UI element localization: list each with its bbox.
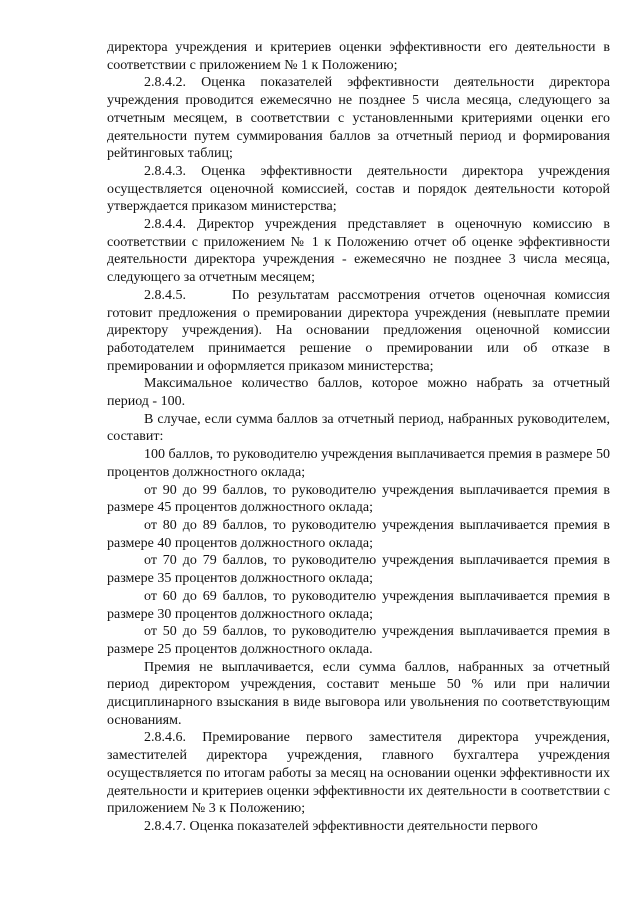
- bonus-tier-90-99: от 90 до 99 баллов, то руководителю учреждения выплачивается премия в размере 45 процентов должностного оклада;: [107, 482, 610, 516]
- paragraph-score-intro: В случае, если сумма баллов за отчетный период, набранных руководителем, составит:: [107, 411, 610, 445]
- bonus-tier-50-59: от 50 до 59 баллов, то руководителю учреждения выплачивается премия в размере 25 процентов должностного оклада.: [107, 624, 610, 657]
- paragraph-2-8-4-4: 2.8.4.4. Директор учреждения представляет в оценочную комиссию в соответствии с приложением № 1 к Положению отчет об оценке эффективности деятельности директора учреждения - ежемесячно не позднее 3 числа месяца, следующего за отчетным месяцем;: [107, 217, 610, 286]
- paragraph-2-8-4-7: 2.8.4.7. Оценка показателей эффективности деятельности первого: [144, 818, 538, 834]
- bonus-tier-70-79: от 70 до 79 баллов, то руководителю учреждения выплачивается премия в размере 35 процентов должностного оклада;: [107, 553, 610, 587]
- paragraph-2-8-4-5: [107, 287, 610, 376]
- bonus-tier-100: 100 баллов, то руководителю учреждения выплачивается премия в размере 50 процентов должностного оклада;: [107, 447, 610, 480]
- clause-text: По результатам рассмотрения отчетов оценочная комиссия готовит предложения о премировании директора учреждения (невыплате премии директору учреждения). На основании предложения оценочной комиссии работодателем принимается решение о премировании или об отказе в премировании и оформляется приказом министерства;: [107, 287, 610, 374]
- paragraph-max-score: Максимальное количество баллов, которое можно набрать за отчетный период - 100.: [107, 376, 610, 410]
- bonus-tier-80-89: от 80 до 89 баллов, то руководителю учреждения выплачивается премия в размере 40 процентов должностного оклада;: [107, 517, 610, 551]
- paragraph-no-bonus: Премия не выплачивается, если сумма баллов, набранных за отчетный период директором учреждения, составит меньше 50 % или при наличии дисциплинарного взыскания в виде выговора или увольнения по соответствующим основаниям.: [107, 659, 610, 728]
- paragraph-2-8-4-6: 2.8.4.6. Премирование первого заместителя директора учреждения, заместителей директора учреждения, главного бухгалтера учреждения осуществляется по итогам работы за месяц на основании оценки эффективности их деятельности и критериев оценки эффективности их деятельности в соответствии с приложением № 3 к Положению;: [107, 730, 610, 817]
- paragraph-2-8-4-3: 2.8.4.3. Оценка эффективности деятельности директора учреждения осуществляется оценочной комиссией, состав и порядок деятельности которой утверждается приказом министерства;: [107, 163, 610, 215]
- bonus-tier-60-69: от 60 до 69 баллов, то руководителю учреждения выплачивается премия в размере 30 процентов должностного оклада;: [107, 588, 610, 622]
- document-body: [107, 39, 610, 836]
- paragraph-2-8-4-2: 2.8.4.2. Оценка показателей эффективности деятельности директора учреждения проводится ежемесячно не позднее 5 числа месяца, следующего за отчетным месяцем, в соответствии с установленными критериями оценки его деятельности путем суммирования баллов за отчетный период и формирования рейтинговых таблиц;: [107, 75, 610, 162]
- paragraph-continuation: директора учреждения и критериев оценки эффективности его деятельности в соответствии с приложением № 1 к Положению;: [107, 40, 610, 73]
- clause-number: 2.8.4.5.: [144, 287, 186, 303]
